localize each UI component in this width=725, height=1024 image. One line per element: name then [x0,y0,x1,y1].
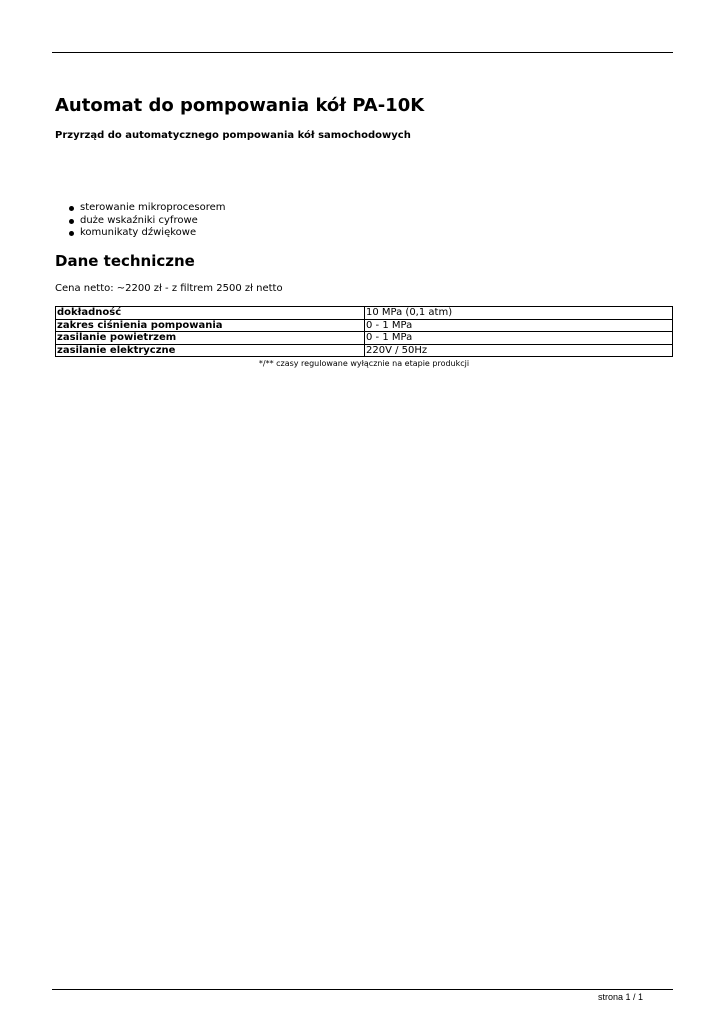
spec-table [55,306,673,357]
page-title: Automat do pompowania kół PA-10K [55,95,425,116]
spec-label: dokładność [56,307,365,320]
table-row [56,319,673,332]
table-row [56,344,673,357]
feature-text: duże wskaźniki cyfrowe [80,214,198,226]
table-row [56,307,673,320]
spec-label: zasilanie elektryczne [56,344,365,357]
spec-value: 0 - 1 MPa [365,319,673,332]
header-rule [52,52,673,53]
list-item [55,202,226,215]
spec-label: zakres ciśnienia pompowania [56,319,365,332]
spec-value: 0 - 1 MPa [365,332,673,345]
page-subtitle: Przyrząd do automatycznego pompowania kół samochodowych [55,130,411,141]
list-item [55,227,226,240]
feature-text: komunikaty dźwiękowe [80,227,197,238]
table-row [56,332,673,345]
page-number: strona 1 / 1 [597,992,643,1002]
spec-value: 10 MPa (0,1 atm) [365,307,673,320]
bullet-icon [69,231,74,236]
section-heading: Dane techniczne [55,252,195,270]
list-item [55,215,226,228]
price-text: Cena netto: ~2200 zł - z filtrem 2500 zł netto [55,283,283,294]
footer-rule [52,989,673,990]
spec-label: zasilanie powietrzem [56,332,365,345]
spec-value: 220V / 50Hz [365,344,673,357]
bullet-icon [69,206,74,211]
feature-list [55,202,226,240]
bullet-icon [69,219,74,224]
feature-text: sterowanie mikroprocesorem [80,202,226,213]
table-footnote: */** czasy regulowane wyłącznie na etapie produkcji [258,359,470,368]
